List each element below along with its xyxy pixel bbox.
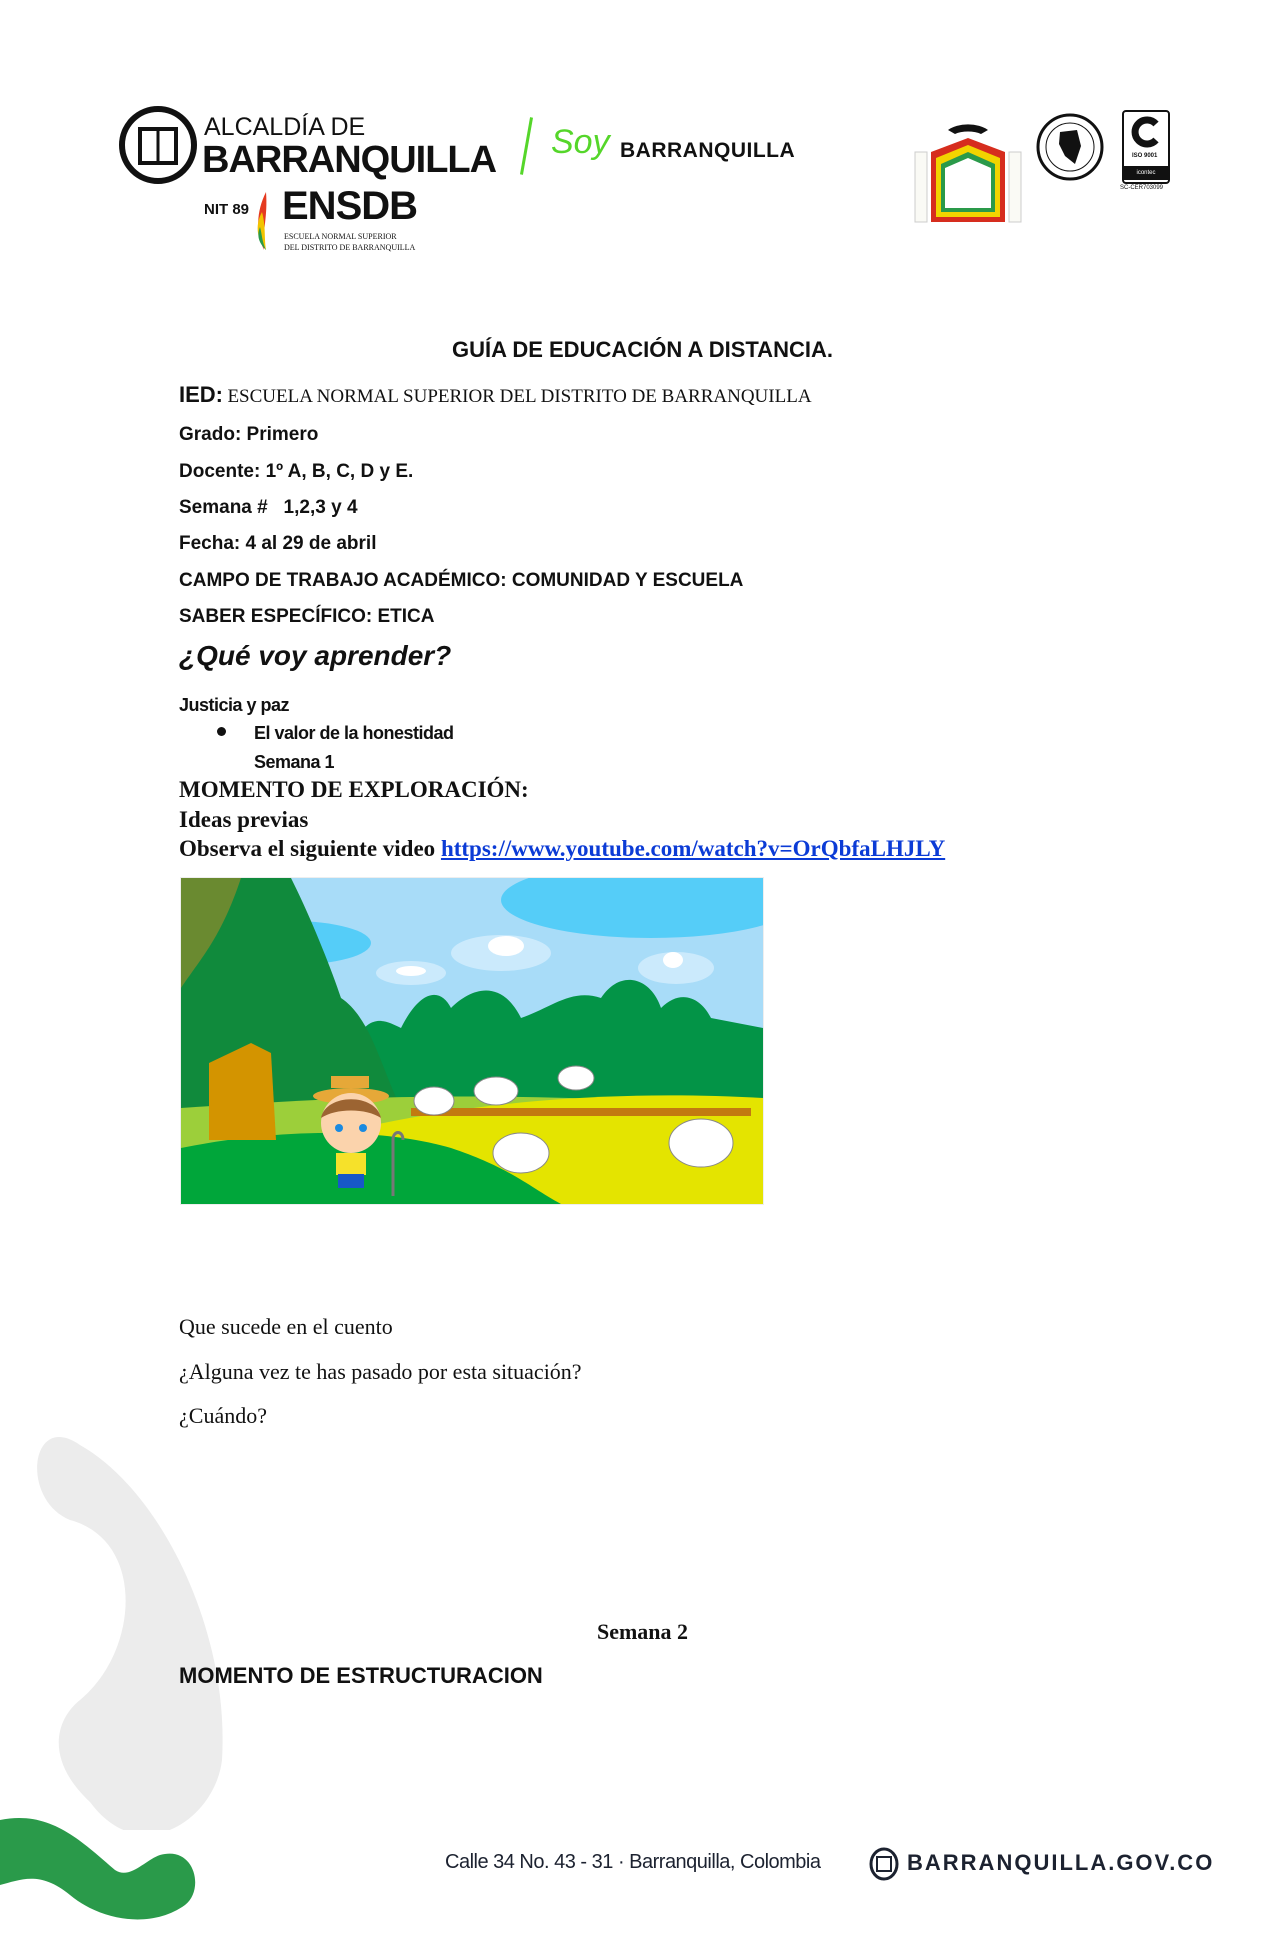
ensdb-name: ENSDB bbox=[282, 184, 418, 228]
que-voy-aprender: ¿Qué voy aprender? bbox=[179, 640, 452, 671]
icontec-c-icon bbox=[1130, 116, 1162, 148]
question-3: ¿Cuándo? bbox=[179, 1403, 267, 1428]
soy-text: Soy bbox=[551, 123, 610, 161]
footer-site-link[interactable]: BARRANQUILLA.GOV.CO bbox=[907, 1850, 1215, 1875]
alcaldia-line2: BARRANQUILLA bbox=[202, 139, 497, 181]
story-illustration bbox=[180, 877, 764, 1205]
ied-label: IED: bbox=[179, 382, 223, 407]
school-crest-icon bbox=[903, 112, 1033, 237]
question-2: ¿Alguna vez te has pasado por esta situación? bbox=[179, 1359, 582, 1384]
bullet-dot bbox=[217, 727, 226, 736]
barranquilla-shield-small-icon bbox=[868, 1846, 900, 1882]
docente: Docente: 1º A, B, C, D y E. bbox=[179, 461, 414, 482]
page-title: GUÍA DE EDUCACIÓN A DISTANCIA. bbox=[452, 337, 833, 362]
alcaldia-nit: NIT 89 bbox=[204, 201, 250, 218]
logo-soy-barranquilla bbox=[515, 115, 835, 185]
video-link[interactable]: https://www.youtube.com/watch?v=OrQbfaLHJLY bbox=[440, 836, 946, 861]
question-1: Que sucede en el cuento bbox=[179, 1314, 393, 1339]
grado: Grado: Primero bbox=[179, 424, 319, 445]
logo-ensdb bbox=[252, 184, 422, 258]
ensdb-sub1: ESCUELA NORMAL SUPERIOR bbox=[284, 232, 397, 241]
semana-numero: Semana # 1,2,3 y 4 bbox=[179, 497, 358, 518]
decorative-green-wave bbox=[0, 1800, 200, 1930]
ideas-previas: Ideas previas bbox=[179, 807, 309, 832]
flame-icon bbox=[254, 192, 276, 250]
tema: Justicia y paz bbox=[179, 695, 290, 715]
observa-line bbox=[179, 836, 945, 862]
momento-exploracion: MOMENTO DE EXPLORACIÓN: bbox=[179, 777, 529, 802]
barranquilla-shield-icon bbox=[118, 105, 198, 185]
saber-especifico: SABER ESPECÍFICO: ETICA bbox=[179, 606, 435, 627]
fecha: Fecha: 4 al 29 de abril bbox=[179, 533, 377, 554]
ied-line bbox=[179, 382, 812, 408]
iso-brand: icontec bbox=[1124, 166, 1168, 180]
semana-1: Semana 1 bbox=[254, 752, 335, 772]
ied-value: ESCUELA NORMAL SUPERIOR DEL DISTRITO DE BARRANQUILLA bbox=[227, 386, 812, 407]
alcaldia-line1: ALCALDÍA DE bbox=[204, 113, 366, 141]
logo-iso-icontec bbox=[1120, 108, 1170, 193]
ensdb-sub2: DEL DISTRITO DE BARRANQUILLA bbox=[284, 243, 416, 252]
slash-divider bbox=[520, 117, 533, 175]
icontec-badge bbox=[1122, 110, 1170, 184]
iso-code: SC-CER703099 bbox=[1120, 185, 1164, 191]
observa-text: Observa el siguiente video bbox=[179, 836, 441, 861]
footer-address: Calle 34 No. 43 - 31 · Barranquilla, Colombia bbox=[445, 1851, 821, 1873]
soy-city: BARRANQUILLA bbox=[620, 139, 796, 162]
campo-trabajo: CAMPO DE TRABAJO ACADÉMICO: COMUNIDAD Y ESCUELA bbox=[179, 570, 744, 591]
semana-2: Semana 2 bbox=[596, 1619, 689, 1644]
momento-estructuracion: MOMENTO DE ESTRUCTURACION bbox=[179, 1663, 543, 1688]
bullet-item: El valor de la honestidad bbox=[254, 723, 454, 743]
iso-cert: ISO 9001 bbox=[1132, 153, 1158, 159]
colombia-seal-icon bbox=[1035, 112, 1105, 182]
